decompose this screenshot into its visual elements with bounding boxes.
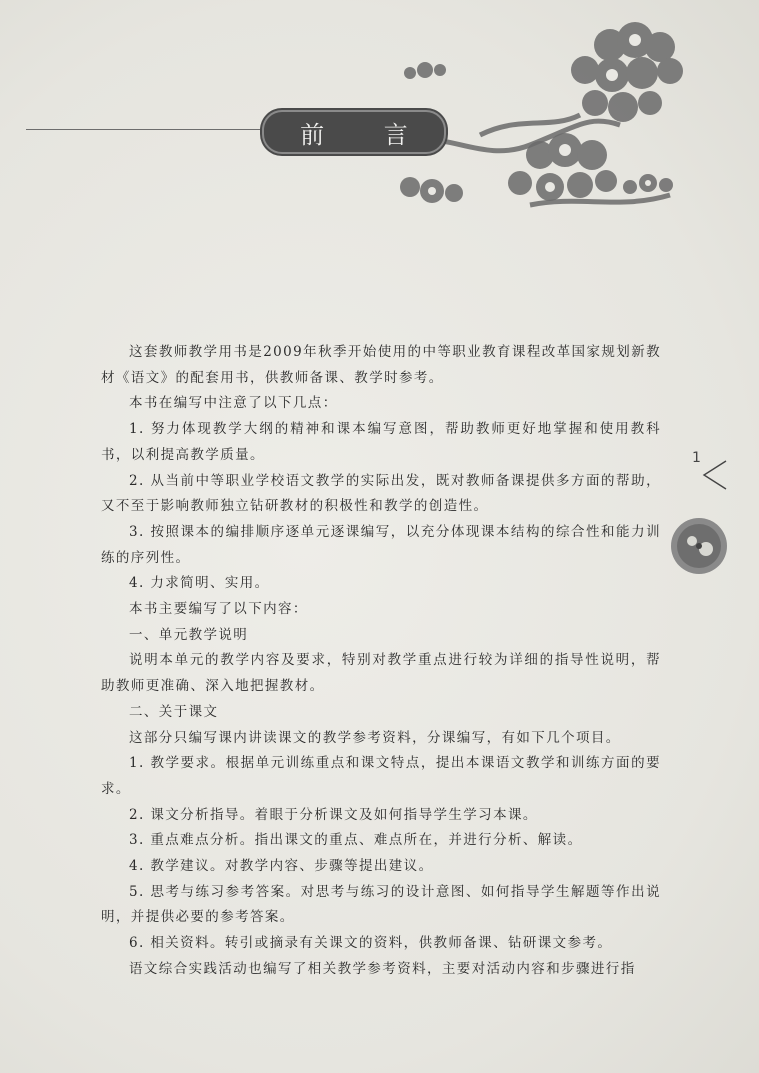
header-rule xyxy=(26,129,276,130)
paragraph: 1. 教学要求。根据单元训练重点和课文特点，提出本课语文教学和训练方面的要求。 xyxy=(101,755,661,797)
side-page-number: 1 xyxy=(692,450,701,466)
paragraph: 4. 力求简明、实用。 xyxy=(129,575,270,592)
paragraph: 6. 相关资料。转引或摘录有关课文的资料，供教师备课、钻研课文参考。 xyxy=(129,935,613,952)
paragraph: 本书主要编写了以下内容： xyxy=(129,601,308,618)
zodiac-papercut-icon xyxy=(668,515,730,577)
paragraph: 2. 从当前中等职业学校语文教学的实际出发，既对教师备课提供多方面的帮助，又不至于影响教师独立钻研教材的积极性和教学的创造性。 xyxy=(101,472,661,515)
paragraph: 3. 按照课本的编排顺序逐单元逐课编写，以充分体现课本结构的综合性和能力训练的序列性。 xyxy=(101,523,661,566)
page-title: 前 言 xyxy=(300,120,434,149)
chevron-left-icon xyxy=(700,455,730,495)
paragraph: 2. 课文分析指导。着眼于分析课文及如何指导学生学习本课。 xyxy=(129,806,538,823)
paragraph: 5. 思考与练习参考答案。对思考与练习的设计意图、如何指导学生解题等作出说明，并提供必要的参考答案。 xyxy=(101,883,661,926)
paragraph: 4. 教学建议。对教学内容、步骤等提出建议。 xyxy=(129,858,434,875)
section-heading: 二、关于课文 xyxy=(129,703,219,720)
paragraph: 本书在编写中注意了以下几点： xyxy=(129,395,338,412)
title-badge xyxy=(262,110,446,154)
paragraph: 1. 努力体现教学大纲的精神和课本编写意图，帮助教师更好地掌握和使用教科书，以利提高教学质量。 xyxy=(101,421,661,463)
paragraph: 语文综合实践活动也编写了相关教学参考资料，主要对活动内容和步骤进行指 xyxy=(129,960,636,977)
preface-body xyxy=(101,340,661,983)
section-heading: 一、单元教学说明 xyxy=(129,626,249,643)
paragraph: 这套教师教学用书是2009年秋季开始使用的中等职业教育课程改革国家规划新教材《语文》的配套用书，供教师备课、教学时参考。 xyxy=(101,344,661,386)
paragraph: 说明本单元的教学内容及要求，特别对教学重点进行较为详细的指导性说明，帮助教师更准确、深入地把握教材。 xyxy=(101,652,661,695)
paragraph: 这部分只编写课内讲读课文的教学参考资料，分课编写，有如下几个项目。 xyxy=(129,729,621,746)
paragraph: 3. 重点难点分析。指出课文的重点、难点所在，并进行分析、解读。 xyxy=(129,832,583,849)
